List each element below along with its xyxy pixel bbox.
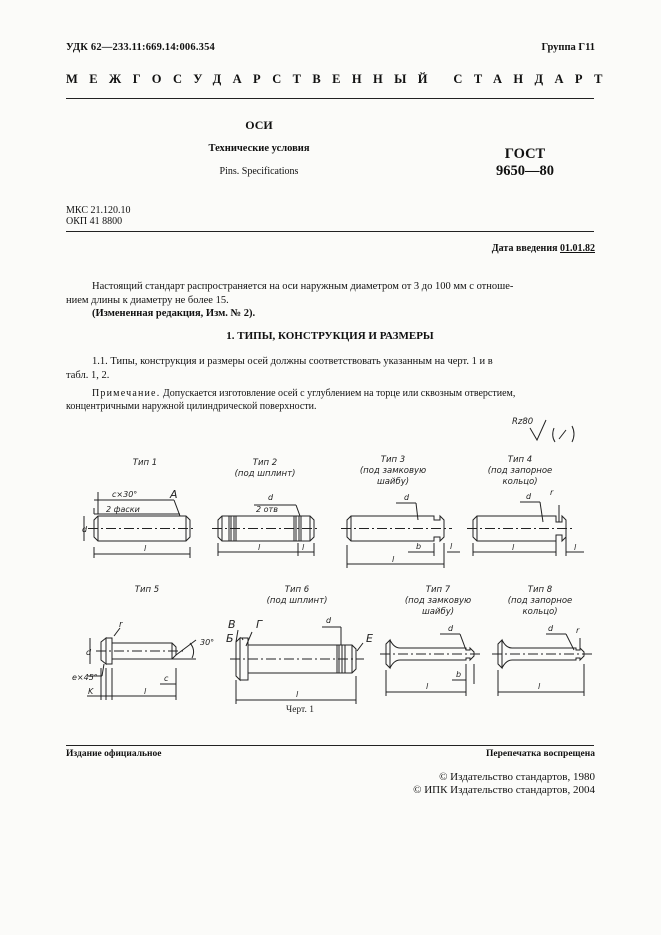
gost-label: ГОСТ bbox=[504, 146, 546, 162]
chamfer-label: c×30° bbox=[112, 490, 138, 499]
groove-d3-label: d bbox=[548, 624, 554, 633]
scope-paragraph-line1: Настоящий стандарт распространяется на оси наружным диаметром от 3 до 100 мм с отноше- bbox=[92, 281, 514, 292]
figure-caption: Черт. 1 bbox=[286, 705, 314, 715]
date-label: Дата введения bbox=[491, 243, 558, 254]
head-diameter-label: d bbox=[86, 648, 92, 657]
official-edition: Издание официальное bbox=[66, 749, 162, 759]
type-label: Тип 7 bbox=[425, 585, 451, 595]
type-label: Тип 2 bbox=[252, 458, 278, 468]
type-sublabel: шайбу) bbox=[421, 607, 455, 617]
type-sublabel: кольцо) bbox=[522, 607, 558, 617]
pin-type-4 bbox=[467, 502, 584, 556]
mks-code: МКС 21.120.10 bbox=[66, 205, 131, 216]
note-line2: концентричными наружной цилиндрической поверхности. bbox=[66, 401, 317, 412]
type-sublabel: (под шплинт) bbox=[266, 596, 328, 606]
angle-label: 30° bbox=[200, 638, 215, 647]
length-l-label: l bbox=[144, 687, 147, 696]
surface-g-label: Г bbox=[256, 618, 263, 631]
copyright-2004: © ИПК Издательство стандартов, 2004 bbox=[413, 784, 595, 796]
reprint-prohibited: Перепечатка воспрещена bbox=[485, 749, 595, 759]
length-l1-label: l bbox=[450, 542, 453, 551]
surface-b-label: Б bbox=[226, 632, 234, 645]
length-l7-label: l bbox=[538, 682, 541, 691]
surface-v-label: В bbox=[228, 618, 236, 631]
okp-code: ОКП 41 8800 bbox=[66, 216, 123, 227]
length-l4-label: l bbox=[392, 555, 395, 564]
type-sublabel: (под запорное bbox=[507, 596, 573, 606]
hole-diameter-label: d bbox=[268, 493, 274, 502]
date-value: 01.01.82 bbox=[560, 243, 595, 254]
pin-type-5 bbox=[87, 628, 196, 700]
pin-type-3 bbox=[341, 503, 460, 568]
length-l6-label: l bbox=[426, 682, 429, 691]
scope-paragraph-line2: нием длины к диаметру не более 15. bbox=[66, 295, 229, 306]
chamfer-c-label: c bbox=[164, 674, 169, 683]
type-sublabel: (под шплинт) bbox=[234, 469, 296, 479]
group-code: Группа Г11 bbox=[541, 42, 595, 53]
type-sublabel: (под замковую bbox=[359, 466, 427, 476]
groove-d2-label: d bbox=[448, 624, 454, 633]
radius-r-label: r bbox=[119, 620, 123, 630]
radius-r1-label: r bbox=[576, 626, 580, 635]
type-label: Тип 1 bbox=[132, 458, 158, 468]
groove-d2-label: d bbox=[404, 493, 410, 502]
amendment-note: (Измененная редакция, Изм. № 2). bbox=[92, 308, 256, 319]
type-sublabel: кольцо) bbox=[502, 477, 538, 487]
type-label: Тип 4 bbox=[507, 455, 533, 465]
surface-e-label: Е bbox=[366, 632, 373, 645]
holes-count-label: 2 отв bbox=[256, 505, 278, 514]
type-label: Тип 6 bbox=[284, 585, 310, 595]
pin-type-8 bbox=[492, 634, 592, 696]
udk-code: УДК 62—233.11:669.14:006.354 bbox=[66, 42, 215, 53]
surface-a-label: А bbox=[170, 488, 178, 501]
length-l3-label: l bbox=[258, 543, 261, 552]
pin-type-7 bbox=[380, 634, 482, 696]
diameter-label: d bbox=[82, 525, 88, 534]
length-l5-label: l bbox=[512, 543, 515, 552]
interstate-standard-heading: МЕЖГОСУДАРСТВЕННЫЙ СТАНДАРТ bbox=[66, 72, 614, 86]
pin-type-1 bbox=[84, 492, 196, 558]
type-label: Тип 5 bbox=[134, 585, 160, 595]
groove-d3-label: d bbox=[526, 492, 532, 501]
note-word: Примечание. bbox=[92, 388, 161, 399]
note-text: Допускается изготовление осей с углублением на торце или сквозным отверстием, bbox=[162, 388, 516, 399]
roughness-label: Rz80 bbox=[512, 417, 534, 427]
width-b-label: b bbox=[456, 670, 462, 679]
roughness-symbol bbox=[530, 420, 574, 442]
footer-rule bbox=[66, 745, 594, 746]
type-sublabel: (под замковую bbox=[404, 596, 472, 606]
copyright-1980: © Издательство стандартов, 1980 bbox=[439, 771, 595, 783]
gost-number: 9650—80 bbox=[496, 163, 554, 179]
chamfer-count-label: 2 фаски bbox=[106, 505, 140, 514]
clause-1-1-line1: 1.1. Типы, конструкция и размеры осей должны соответствовать указанным на черт. 1 и в bbox=[92, 356, 493, 367]
document-title: ОСИ bbox=[245, 118, 273, 132]
width-b-label: b bbox=[416, 542, 422, 551]
head-k-label: K bbox=[88, 687, 94, 696]
hole-d1-label: d bbox=[326, 616, 332, 625]
length-label: l bbox=[144, 544, 147, 553]
length-lh-label: l bbox=[296, 690, 299, 699]
chamfer-e-label: e×45° bbox=[72, 673, 98, 682]
section-heading: 1. ТИПЫ, КОНСТРУКЦИЯ И РАЗМЕРЫ bbox=[226, 330, 434, 342]
english-title: Pins. Specifications bbox=[219, 166, 299, 177]
type-label: Тип 8 bbox=[527, 585, 553, 595]
clause-1-1-line2: табл. 1, 2. bbox=[66, 370, 110, 381]
type-sublabel: (под запорное bbox=[487, 466, 553, 476]
document-subtitle: Технические условия bbox=[208, 143, 310, 154]
type-label: Тип 3 bbox=[380, 455, 406, 465]
type-sublabel: шайбу) bbox=[376, 477, 410, 487]
length-l8-label: l bbox=[302, 543, 305, 552]
length-l2-label: l bbox=[574, 543, 577, 552]
radius-r1-label: r bbox=[550, 488, 554, 497]
